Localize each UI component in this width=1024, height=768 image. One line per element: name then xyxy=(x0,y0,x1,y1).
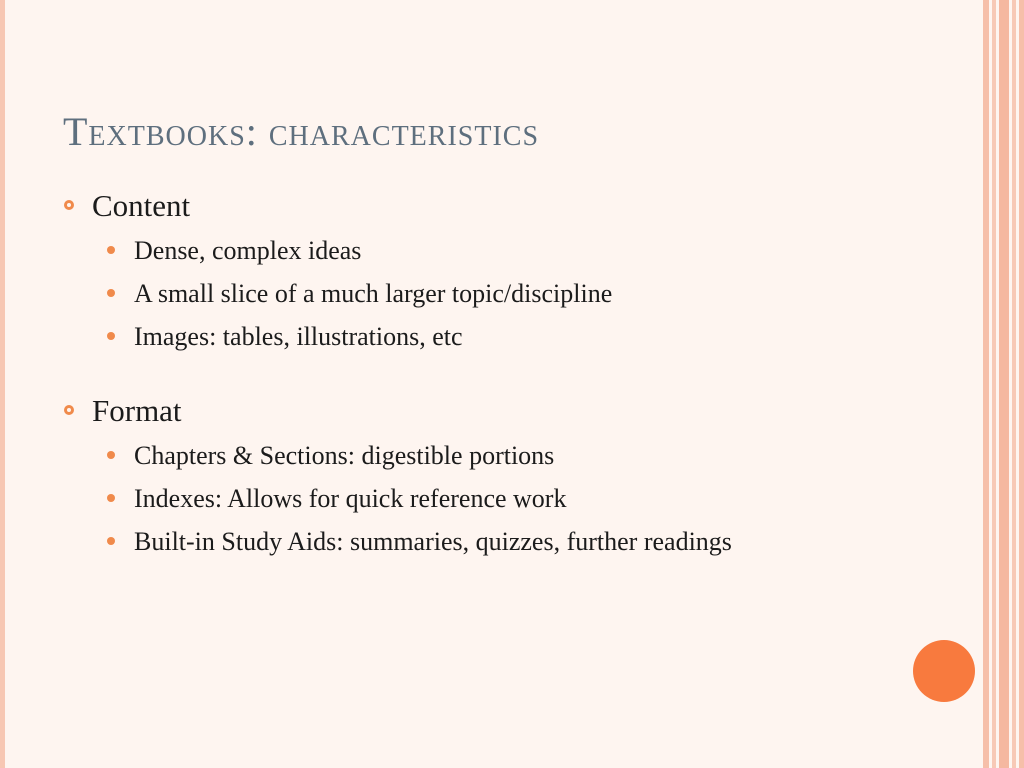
list-item xyxy=(62,437,892,474)
slide-title: Textbooks: characteristics xyxy=(63,109,540,154)
dot-bullet-icon xyxy=(107,494,115,502)
section-spacer xyxy=(62,355,892,391)
list-item xyxy=(62,480,892,517)
dot-bullet-icon xyxy=(107,332,115,340)
right-stripe-2 xyxy=(992,0,996,768)
right-stripe-5 xyxy=(1019,0,1024,768)
list-item xyxy=(62,275,892,312)
left-border-rule xyxy=(0,0,5,768)
dot-bullet-icon xyxy=(107,246,115,254)
dot-bullet-icon xyxy=(107,537,115,545)
list-item xyxy=(62,523,892,560)
decorative-orange-circle xyxy=(913,640,975,702)
right-stripe-4 xyxy=(1012,0,1016,768)
list-item-text: Dense, complex ideas xyxy=(134,236,362,265)
right-stripe-3 xyxy=(999,0,1009,768)
list-item-text: Images: tables, illustrations, etc xyxy=(134,322,463,351)
list-item xyxy=(62,318,892,355)
slide-body xyxy=(62,186,892,560)
section-heading-format xyxy=(62,391,892,431)
list-item-text: Indexes: Allows for quick reference work xyxy=(134,484,567,513)
right-stripe-1 xyxy=(983,0,989,768)
dot-bullet-icon xyxy=(107,451,115,459)
list-item-text: A small slice of a much larger topic/discipline xyxy=(134,279,613,308)
list-item-text: Built-in Study Aids: summaries, quizzes, further readings xyxy=(134,527,732,556)
ring-bullet-icon xyxy=(64,200,74,210)
ring-bullet-icon xyxy=(64,405,74,415)
section-heading-label: Format xyxy=(92,393,182,428)
dot-bullet-icon xyxy=(107,289,115,297)
section-heading-label: Content xyxy=(92,188,191,223)
section-heading-content xyxy=(62,186,892,226)
list-item-text: Chapters & Sections: digestible portions xyxy=(134,441,555,470)
list-item xyxy=(62,232,892,269)
